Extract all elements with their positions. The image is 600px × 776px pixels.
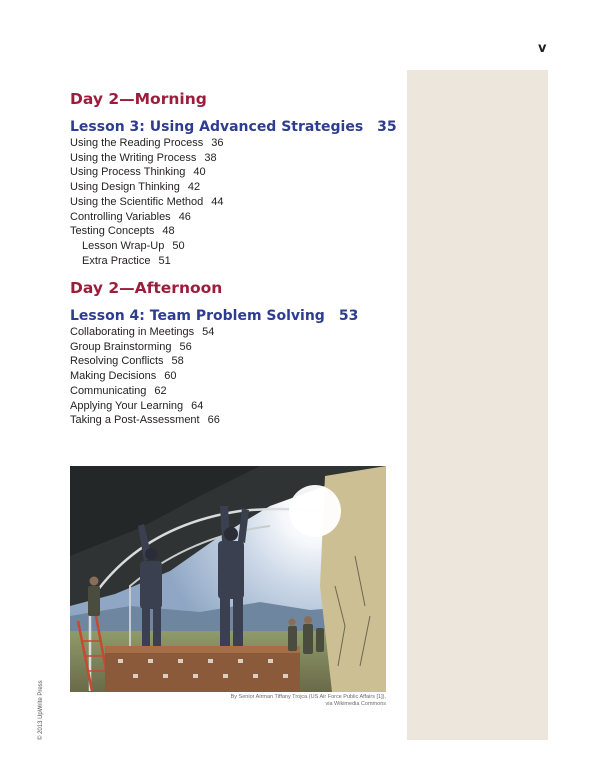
toc-item: Collaborating in Meetings 54 bbox=[70, 326, 215, 338]
toc-item: Applying Your Learning 64 bbox=[70, 399, 204, 412]
page-number: v bbox=[538, 41, 547, 56]
lesson-title: Lesson 3: Using Advanced Strategies bbox=[70, 119, 364, 135]
sidebar-panel bbox=[407, 70, 548, 740]
lesson-4-heading bbox=[70, 308, 358, 324]
toc-item: Group Brainstorming 56 bbox=[70, 340, 192, 353]
toc-item: Making Decisions 60 bbox=[70, 370, 177, 383]
day-heading-morning: Day 2—Morning bbox=[70, 90, 207, 108]
copyright-notice: © 2013 UpWrite Press bbox=[38, 680, 44, 740]
tent-photo bbox=[70, 466, 386, 692]
toc-item: Using the Writing Process 38 bbox=[70, 151, 217, 164]
toc-item: Controlling Variables 46 bbox=[70, 210, 191, 223]
toc-item: Communicating 62 bbox=[70, 384, 167, 397]
day-heading-afternoon: Day 2—Afternoon bbox=[70, 279, 223, 297]
toc-item: Taking a Post-Assessment 66 bbox=[70, 414, 220, 427]
toc-item: Using Process Thinking 40 bbox=[70, 166, 206, 179]
toc-item: Using the Scientific Method 44 bbox=[70, 195, 224, 208]
toc-item: Using the Reading Process 36 bbox=[70, 137, 224, 149]
toc-item: Resolving Conflicts 58 bbox=[70, 355, 184, 368]
toc-subitem: Lesson Wrap-Up 50 bbox=[82, 239, 185, 252]
lesson-3-heading bbox=[70, 119, 397, 135]
toc-subitem: Extra Practice 51 bbox=[82, 254, 171, 267]
photo-credit-line: via Wikimedia Commons bbox=[325, 700, 386, 707]
lesson-title: Lesson 4: Team Problem Solving bbox=[70, 308, 325, 324]
toc-list-morning bbox=[70, 136, 224, 268]
photo-credit-line: By Senior Airman Tiffany Trojca (US Air Force Public Affairs [1]), bbox=[230, 694, 386, 700]
lesson-page: 53 bbox=[338, 308, 359, 324]
toc-list-afternoon bbox=[70, 325, 220, 428]
lesson-page: 35 bbox=[377, 119, 397, 135]
toc-item: Testing Concepts 48 bbox=[70, 225, 175, 238]
photo-credit bbox=[200, 694, 386, 707]
toc-item: Using Design Thinking 42 bbox=[70, 181, 201, 194]
